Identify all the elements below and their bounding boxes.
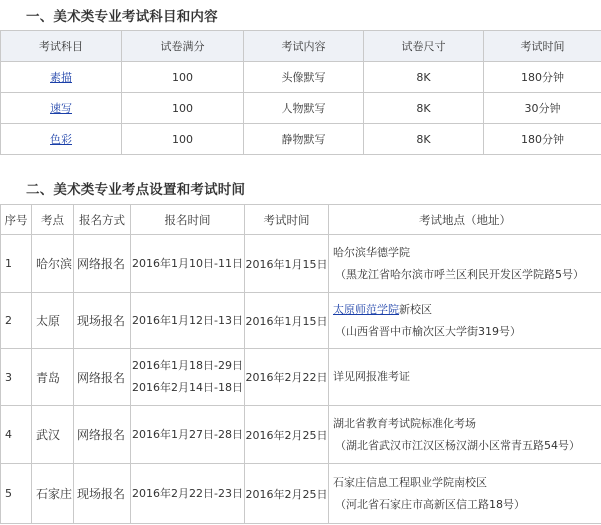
cell-reg-mode: 现场报名 (74, 293, 131, 349)
subject-link-color[interactable]: 色彩 (50, 133, 72, 146)
cell-size: 8K (364, 62, 484, 93)
location-address: （黑龙江省哈尔滨市呼兰区利民开发区学院路5号） (335, 267, 584, 281)
cell-content: 人物默写 (244, 93, 364, 124)
cell-reg-time (131, 349, 245, 406)
cell-location (329, 293, 601, 349)
cell-size: 8K (364, 124, 484, 155)
subject-link-sketch[interactable]: 素描 (50, 71, 72, 84)
table-row (1, 124, 601, 155)
cell-size: 8K (364, 93, 484, 124)
cell-site: 太原 (32, 293, 74, 349)
cell-location (329, 464, 601, 524)
location-name: 石家庄信息工程职业学院南校区 (333, 475, 487, 489)
cell-index: 1 (1, 235, 32, 293)
location-name: 新校区 (399, 302, 432, 316)
cell-exam-time: 2016年2月22日 (245, 349, 329, 406)
col-header-index: 序号 (1, 205, 32, 235)
cell-reg-mode: 网络报名 (74, 406, 131, 464)
col-header-score: 试卷满分 (122, 31, 244, 62)
cell-score: 100 (122, 124, 244, 155)
col-header-site: 考点 (32, 205, 74, 235)
cell-site: 哈尔滨 (32, 235, 74, 293)
sites-header-row (1, 205, 601, 235)
table-row (1, 293, 601, 349)
col-header-size: 试卷尺寸 (364, 31, 484, 62)
cell-time: 30分钟 (484, 93, 601, 124)
location-name: 湖北省教育考试院标准化考场 (333, 416, 476, 430)
location-address: （山西省晋中市榆次区大学街319号） (335, 324, 521, 338)
location-name: 详见网报准考证 (333, 370, 410, 383)
cell-reg-time: 2016年2月22日-23日 (131, 464, 245, 524)
table-row (1, 349, 601, 406)
cell-site: 石家庄 (32, 464, 74, 524)
subjects-header-row (1, 31, 601, 62)
col-header-exam-time: 考试时间 (245, 205, 329, 235)
cell-time: 180分钟 (484, 62, 601, 93)
section2-heading: 二、美术类专业考点设置和考试时间 (26, 182, 246, 198)
col-header-content: 考试内容 (244, 31, 364, 62)
subject-link-quick-sketch[interactable]: 速写 (50, 102, 72, 115)
location-link-taiyuan-normal-university[interactable]: 太原师范学院 (333, 302, 399, 316)
col-header-location: 考试地点（地址） (329, 205, 601, 235)
col-header-subject: 考试科目 (1, 31, 122, 62)
cell-reg-time: 2016年1月12日-13日 (131, 293, 245, 349)
cell-reg-mode: 现场报名 (74, 464, 131, 524)
cell-reg-mode: 网络报名 (74, 349, 131, 406)
table-row (1, 406, 601, 464)
table-row (1, 235, 601, 293)
cell-content: 静物默写 (244, 124, 364, 155)
cell-reg-mode: 网络报名 (74, 235, 131, 293)
table-row (1, 62, 601, 93)
cell-exam-time: 2016年2月25日 (245, 464, 329, 524)
cell-exam-time: 2016年1月15日 (245, 293, 329, 349)
subjects-table (0, 30, 601, 155)
cell-index: 3 (1, 349, 32, 406)
reg-time-line1: 2016年1月18日-29日 (132, 359, 243, 372)
location-address: （河北省石家庄市高新区信工路18号） (335, 497, 525, 511)
cell-site: 武汉 (32, 406, 74, 464)
col-header-reg-time: 报名时间 (131, 205, 245, 235)
cell-location (329, 235, 601, 293)
cell-content: 头像默写 (244, 62, 364, 93)
cell-reg-time: 2016年1月27日-28日 (131, 406, 245, 464)
cell-index: 5 (1, 464, 32, 524)
reg-time-line2: 2016年2月14日-18日 (132, 381, 243, 394)
table-row (1, 93, 601, 124)
cell-index: 2 (1, 293, 32, 349)
cell-index: 4 (1, 406, 32, 464)
exam-sites-table (0, 204, 601, 524)
col-header-time: 考试时间 (484, 31, 601, 62)
cell-location (329, 349, 601, 406)
cell-score: 100 (122, 62, 244, 93)
section1-heading: 一、美术类专业考试科目和内容 (26, 9, 218, 25)
cell-score: 100 (122, 93, 244, 124)
col-header-reg-mode: 报名方式 (74, 205, 131, 235)
location-name: 哈尔滨华德学院 (333, 245, 410, 259)
cell-site: 青岛 (32, 349, 74, 406)
cell-exam-time: 2016年1月15日 (245, 235, 329, 293)
cell-exam-time: 2016年2月25日 (245, 406, 329, 464)
table-row (1, 464, 601, 524)
cell-time: 180分钟 (484, 124, 601, 155)
cell-location (329, 406, 601, 464)
location-address: （湖北省武汉市江汉区杨汉湖小区常青五路54号） (335, 438, 580, 452)
cell-reg-time: 2016年1月10日-11日 (131, 235, 245, 293)
